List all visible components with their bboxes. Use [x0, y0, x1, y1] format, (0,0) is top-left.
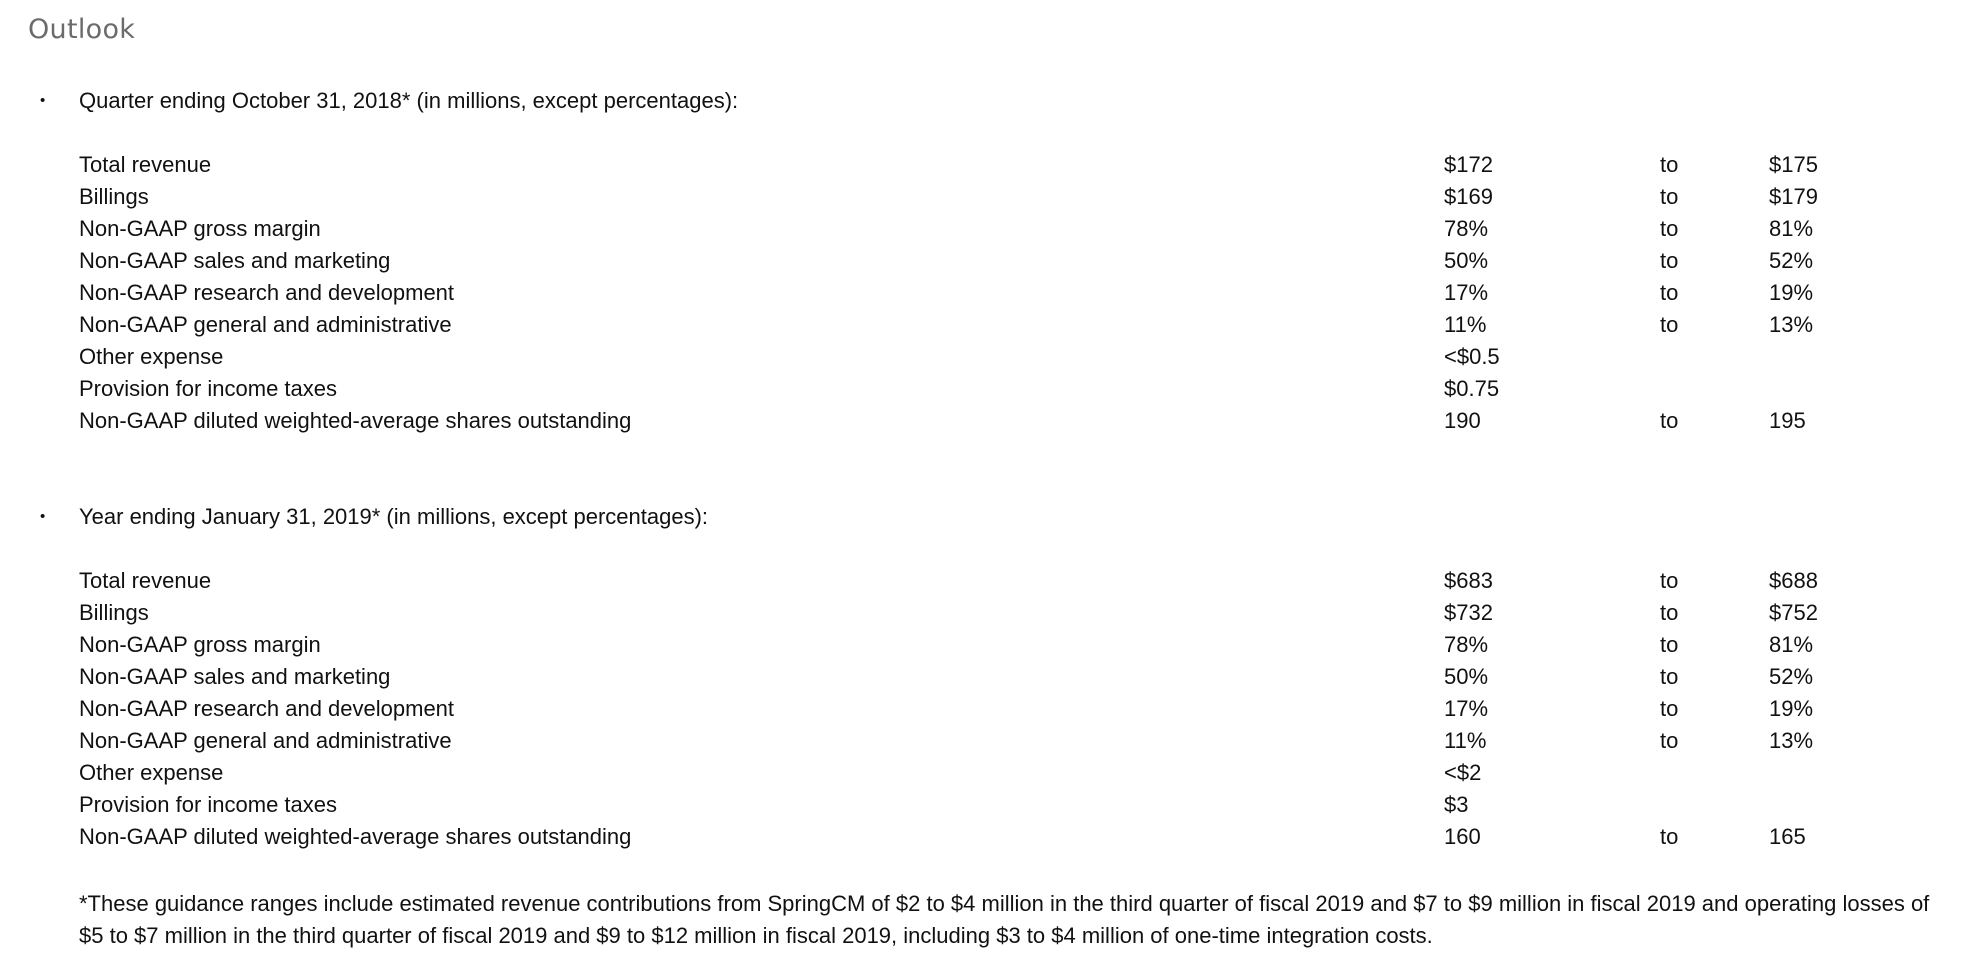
range-separator: to — [1660, 216, 1679, 241]
metric-label: Non-GAAP gross margin — [79, 632, 321, 657]
metric-label: Other expense — [79, 344, 224, 369]
metric-label: Billings — [79, 600, 149, 625]
range-high: $752 — [1769, 600, 1818, 625]
metric-label: Non-GAAP general and administrative — [79, 312, 452, 337]
table-row — [0, 341, 1964, 373]
range-low: 50% — [1444, 248, 1489, 273]
metric-label: Non-GAAP general and administrative — [79, 728, 452, 753]
range-separator: to — [1660, 312, 1679, 337]
range-low: <$0.5 — [1444, 344, 1500, 369]
range-high: 52% — [1769, 664, 1814, 689]
range-low: $683 — [1444, 568, 1493, 593]
range-high: 13% — [1769, 728, 1814, 753]
range-separator: to — [1660, 824, 1679, 849]
metric-label: Non-GAAP gross margin — [79, 216, 321, 241]
range-high: 13% — [1769, 312, 1814, 337]
table-row — [0, 309, 1964, 341]
page-title: Outlook — [28, 14, 136, 45]
range-separator: to — [1660, 152, 1679, 177]
guidance-table — [0, 565, 1964, 853]
range-high: 19% — [1769, 696, 1814, 721]
range-high: $688 — [1769, 568, 1818, 593]
range-separator: to — [1660, 696, 1679, 721]
table-row — [0, 789, 1964, 821]
range-high: 165 — [1769, 824, 1806, 849]
metric-label: Non-GAAP sales and marketing — [79, 248, 391, 273]
range-low: 160 — [1444, 824, 1481, 849]
range-low: $169 — [1444, 184, 1493, 209]
range-low: 11% — [1444, 728, 1487, 753]
table-row — [0, 245, 1964, 277]
metric-label: Non-GAAP research and development — [79, 696, 455, 721]
table-row — [0, 565, 1964, 597]
range-low: 11% — [1444, 312, 1487, 337]
range-low: 190 — [1444, 408, 1481, 433]
range-separator: to — [1660, 632, 1679, 657]
range-low: $0.75 — [1444, 376, 1500, 401]
metric-label: Total revenue — [79, 568, 212, 593]
guidance-table — [0, 149, 1964, 437]
range-separator: to — [1660, 600, 1679, 625]
bullet-icon: • — [40, 508, 46, 525]
range-low: 17% — [1444, 696, 1489, 721]
range-separator: to — [1660, 568, 1679, 593]
metric-label: Billings — [79, 184, 149, 209]
range-low: $3 — [1444, 792, 1469, 817]
table-row — [0, 661, 1964, 693]
range-low: 78% — [1444, 632, 1489, 657]
range-low: 17% — [1444, 280, 1489, 305]
footnote: *These guidance ranges include estimated revenue contributions from SpringCM of $2 to $4 million in the third quarter of fiscal 2019 and $7 to $9 million in fiscal 2019 and operating losses of $5 to $7 million in the third quarter of fiscal 2019 and $9 to $12 million in fiscal 2019, including $3 to $4 million of one-time integration costs. — [79, 891, 1930, 948]
metric-label: Total revenue — [79, 152, 212, 177]
table-row — [0, 693, 1964, 725]
section-header — [0, 501, 1964, 533]
range-high: 81% — [1769, 632, 1814, 657]
table-row — [0, 821, 1964, 853]
section-header — [0, 85, 1964, 117]
metric-label: Non-GAAP sales and marketing — [79, 664, 391, 689]
table-row — [0, 597, 1964, 629]
range-high: 52% — [1769, 248, 1814, 273]
range-low: 78% — [1444, 216, 1489, 241]
table-row — [0, 181, 1964, 213]
range-separator: to — [1660, 664, 1679, 689]
metric-label: Non-GAAP research and development — [79, 280, 455, 305]
metric-label: Provision for income taxes — [79, 792, 337, 817]
range-low: 50% — [1444, 664, 1489, 689]
table-row — [0, 277, 1964, 309]
range-separator: to — [1660, 248, 1679, 273]
range-high: 19% — [1769, 280, 1814, 305]
section-heading: Year ending January 31, 2019* (in millions, except percentages): — [79, 504, 709, 529]
metric-label: Provision for income taxes — [79, 376, 337, 401]
range-high: $175 — [1769, 152, 1818, 177]
range-high: 81% — [1769, 216, 1814, 241]
section-heading: Quarter ending October 31, 2018* (in millions, except percentages): — [79, 88, 739, 113]
table-row — [0, 373, 1964, 405]
range-low: <$2 — [1444, 760, 1482, 785]
range-high: $179 — [1769, 184, 1818, 209]
range-separator: to — [1660, 728, 1679, 753]
table-row — [0, 213, 1964, 245]
range-separator: to — [1660, 408, 1679, 433]
table-row — [0, 757, 1964, 789]
table-row — [0, 149, 1964, 181]
range-separator: to — [1660, 184, 1679, 209]
range-low: $172 — [1444, 152, 1493, 177]
table-row — [0, 405, 1964, 437]
range-separator: to — [1660, 280, 1679, 305]
bullet-icon: • — [40, 92, 46, 109]
range-low: $732 — [1444, 600, 1493, 625]
metric-label: Non-GAAP diluted weighted-average shares outstanding — [79, 408, 632, 433]
table-row — [0, 725, 1964, 757]
metric-label: Non-GAAP diluted weighted-average shares outstanding — [79, 824, 632, 849]
range-high: 195 — [1769, 408, 1806, 433]
table-row — [0, 629, 1964, 661]
metric-label: Other expense — [79, 760, 224, 785]
